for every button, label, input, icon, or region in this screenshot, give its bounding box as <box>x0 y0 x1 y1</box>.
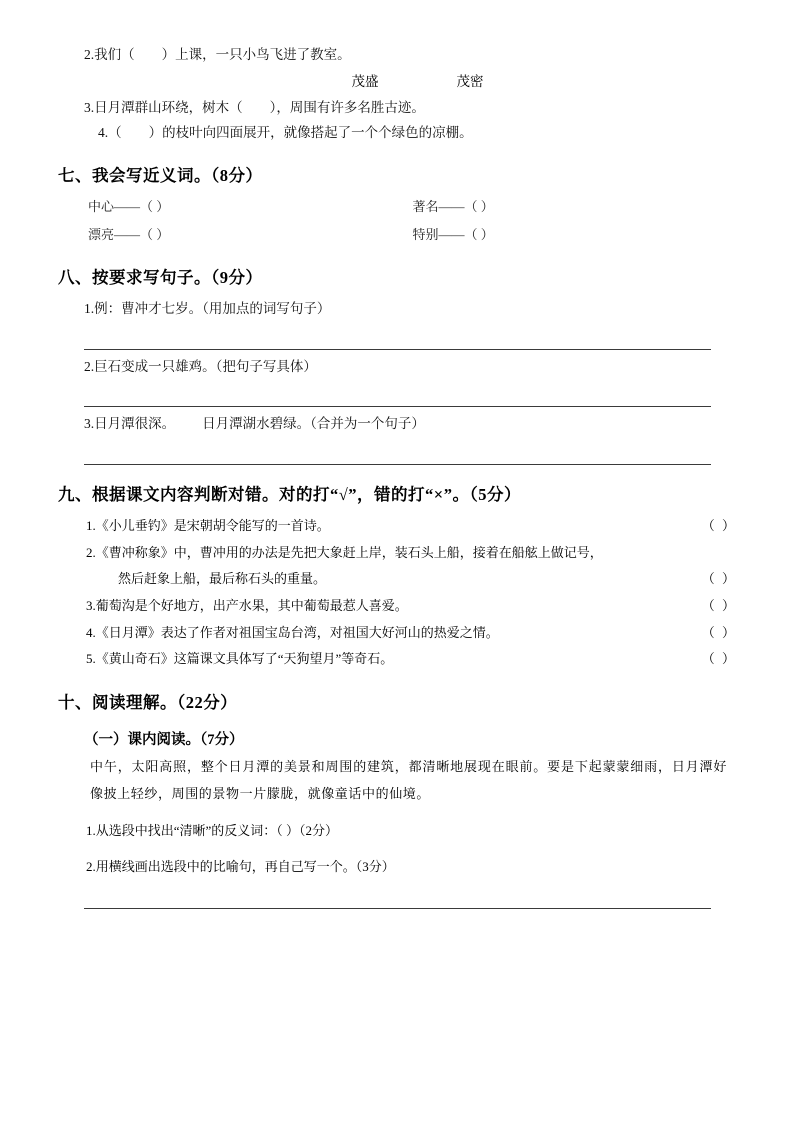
judge-answer-box[interactable]: （ ） <box>701 624 737 640</box>
answer-line <box>84 908 711 909</box>
answer-line <box>84 348 711 350</box>
judge-item-text: 3.葡萄沟是个好地方，出产水果，其中葡萄最惹人喜爱。 <box>86 597 408 613</box>
section-8-title: 八、按要求写句子。（9分） <box>58 267 263 287</box>
fill-blank-item-3: 3.日月潭群山环绕，树木（ ），周围有许多名胜古迹。 <box>84 99 425 115</box>
judge-item-text: 5.《黄山奇石》这篇课文具体写了“天狗望月”等奇石。 <box>86 651 394 667</box>
judge-item-text: 2.《曹冲称象》中，曹冲用的办法是先把大象赶上岸，装石头上船，接着在船舷上做记号， <box>86 544 603 560</box>
judge-item-continuation <box>58 566 737 593</box>
synonym-item: 漂亮——（ ） <box>88 226 170 242</box>
judge-item <box>58 646 737 673</box>
judge-item-text: 4.《日月潭》表达了作者对祖国宝岛台湾，对祖国大好河山的热爱之情。 <box>86 624 499 640</box>
section-10-subtitle: （一）课内阅读。（7分） <box>84 731 244 748</box>
page-content <box>58 42 737 909</box>
synonym-item: 特别——（ ） <box>412 226 494 242</box>
synonym-grid <box>58 194 737 248</box>
fill-blank-item-4: 4.（ ）的枝叶向四面展开，就像搭起了一个个绿色的凉棚。 <box>98 125 473 141</box>
word-bank-option-2: 茂密 <box>456 73 484 89</box>
judge-item <box>58 540 737 567</box>
fill-blank-item-2: 2.我们（ ）上课，一只小鸟飞进了教室。 <box>84 47 351 62</box>
judge-item <box>58 513 737 540</box>
answer-line <box>84 405 711 407</box>
judge-item <box>58 593 737 620</box>
word-bank <box>58 68 737 95</box>
reading-passage: 中午，太阳高照，整个日月潭的美景和周围的建筑，都清晰地展现在眼前。要是下起蒙蒙细雨，日月潭好像披上轻纱，周围的景物一片朦胧，就像童话中的仙境。 <box>90 758 727 802</box>
answer-line <box>84 463 711 465</box>
sentence-task-1: 1.例：曹冲才七岁。（用加点的词写句子） <box>84 301 331 317</box>
judge-answer-box[interactable]: （ ） <box>701 571 737 587</box>
judge-answer-box[interactable]: （ ） <box>701 651 737 667</box>
section-7-title: 七、我会写近义词。（8分） <box>58 165 263 185</box>
reading-question-2: 2.用横线画出选段中的比喻句，再自己写一个。（3分） <box>86 858 395 874</box>
synonym-item: 著名——（ ） <box>412 198 494 214</box>
section-9-title: 九、根据课文内容判断对错。对的打“√”，错的打“×”。（5分） <box>58 484 521 504</box>
synonym-item: 中心——（ ） <box>88 198 170 214</box>
sentence-task-2: 2.巨石变成一只雄鸡。（把句子写具体） <box>84 358 317 374</box>
word-bank-option-1: 茂盛 <box>351 73 379 89</box>
section-10-title: 十、阅读理解。（22分） <box>58 692 238 712</box>
judge-item-text: 1.《小儿垂钓》是宋朝胡令能写的一首诗。 <box>86 517 330 533</box>
judge-answer-box[interactable]: （ ） <box>701 517 737 533</box>
reading-question-1: 1.从选段中找出“清晰”的反义词：（ ）（2分） <box>86 822 339 838</box>
judge-item <box>58 620 737 647</box>
judge-answer-box[interactable]: （ ） <box>701 597 737 613</box>
sentence-task-3: 3.日月潭很深。 日月潭湖水碧绿。（合并为一个句子） <box>84 416 425 432</box>
judge-item-text-cont: 然后赶象上船，最后称石头的重量。 <box>118 571 327 587</box>
